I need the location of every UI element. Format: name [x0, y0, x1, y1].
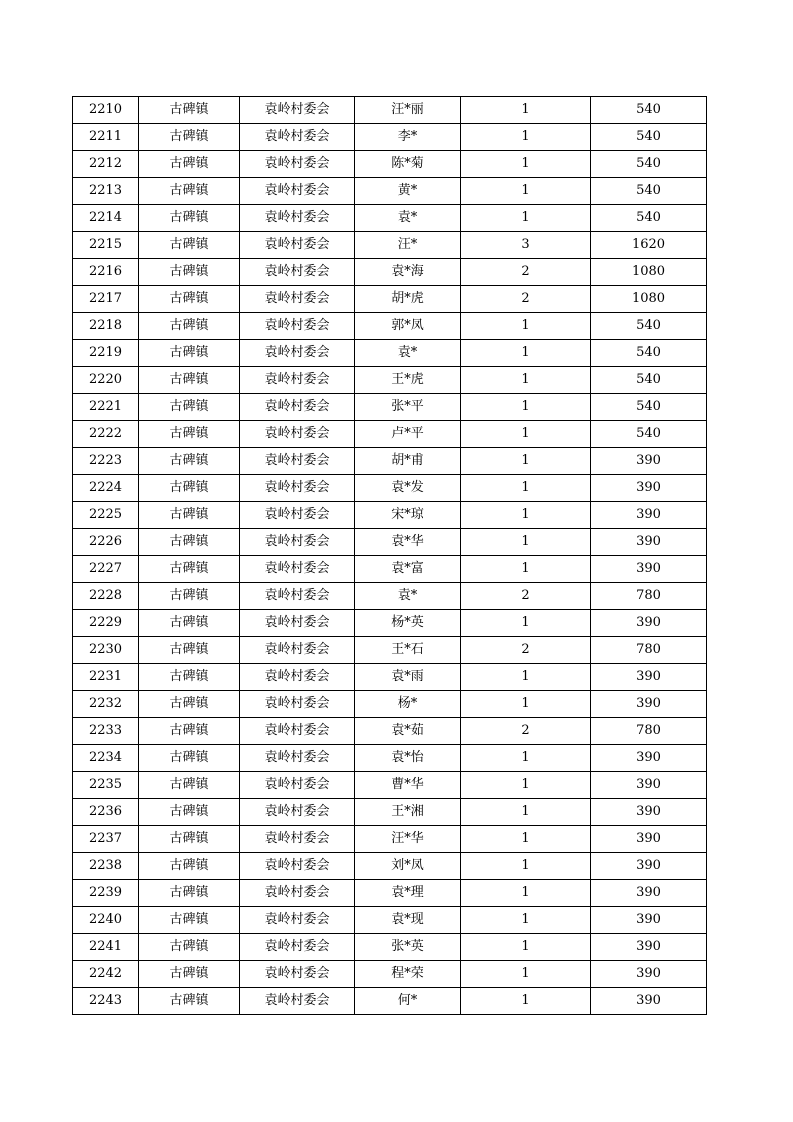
- household-count-cell: 1: [461, 610, 591, 637]
- amount-cell: 1620: [591, 232, 707, 259]
- town-cell: 古碑镇: [139, 178, 240, 205]
- amount-cell: 540: [591, 178, 707, 205]
- name-cell: 袁*理: [355, 880, 461, 907]
- town-cell: 古碑镇: [139, 97, 240, 124]
- town-cell: 古碑镇: [139, 124, 240, 151]
- amount-cell: 780: [591, 718, 707, 745]
- amount-cell: 1080: [591, 259, 707, 286]
- household-count-cell: 1: [461, 826, 591, 853]
- village-committee-cell: 袁岭村委会: [240, 880, 355, 907]
- name-cell: 袁*雨: [355, 664, 461, 691]
- serial-number-cell: 2240: [73, 907, 139, 934]
- table-row: [73, 880, 707, 907]
- town-cell: 古碑镇: [139, 475, 240, 502]
- amount-cell: 390: [591, 988, 707, 1015]
- town-cell: 古碑镇: [139, 529, 240, 556]
- table-row: [73, 448, 707, 475]
- household-count-cell: 1: [461, 421, 591, 448]
- serial-number-cell: 2234: [73, 745, 139, 772]
- name-cell: 王*石: [355, 637, 461, 664]
- table-row: [73, 637, 707, 664]
- amount-cell: 390: [591, 529, 707, 556]
- village-committee-cell: 袁岭村委会: [240, 556, 355, 583]
- town-cell: 古碑镇: [139, 394, 240, 421]
- village-committee-cell: 袁岭村委会: [240, 961, 355, 988]
- name-cell: 袁*华: [355, 529, 461, 556]
- serial-number-cell: 2242: [73, 961, 139, 988]
- serial-number-cell: 2232: [73, 691, 139, 718]
- table-row: [73, 367, 707, 394]
- name-cell: 胡*虎: [355, 286, 461, 313]
- town-cell: 古碑镇: [139, 340, 240, 367]
- village-committee-cell: 袁岭村委会: [240, 124, 355, 151]
- serial-number-cell: 2237: [73, 826, 139, 853]
- table-row: [73, 259, 707, 286]
- town-cell: 古碑镇: [139, 556, 240, 583]
- household-count-cell: 1: [461, 799, 591, 826]
- town-cell: 古碑镇: [139, 367, 240, 394]
- amount-cell: 390: [591, 691, 707, 718]
- table-row: [73, 583, 707, 610]
- table-row: [73, 907, 707, 934]
- town-cell: 古碑镇: [139, 934, 240, 961]
- amount-cell: 390: [591, 745, 707, 772]
- household-count-cell: 3: [461, 232, 591, 259]
- amount-cell: 540: [591, 97, 707, 124]
- name-cell: 曹*华: [355, 772, 461, 799]
- name-cell: 王*虎: [355, 367, 461, 394]
- table-row: [73, 151, 707, 178]
- amount-cell: 390: [591, 556, 707, 583]
- village-committee-cell: 袁岭村委会: [240, 610, 355, 637]
- serial-number-cell: 2239: [73, 880, 139, 907]
- amount-cell: 390: [591, 502, 707, 529]
- village-committee-cell: 袁岭村委会: [240, 340, 355, 367]
- town-cell: 古碑镇: [139, 610, 240, 637]
- village-committee-cell: 袁岭村委会: [240, 475, 355, 502]
- serial-number-cell: 2225: [73, 502, 139, 529]
- serial-number-cell: 2211: [73, 124, 139, 151]
- amount-cell: 390: [591, 664, 707, 691]
- amount-cell: 390: [591, 772, 707, 799]
- table-row: [73, 610, 707, 637]
- serial-number-cell: 2235: [73, 772, 139, 799]
- town-cell: 古碑镇: [139, 259, 240, 286]
- table-row: [73, 502, 707, 529]
- household-count-cell: 1: [461, 988, 591, 1015]
- serial-number-cell: 2233: [73, 718, 139, 745]
- household-count-cell: 1: [461, 745, 591, 772]
- village-committee-cell: 袁岭村委会: [240, 151, 355, 178]
- table-row: [73, 313, 707, 340]
- table-row: [73, 664, 707, 691]
- table-row: [73, 961, 707, 988]
- household-count-cell: 2: [461, 286, 591, 313]
- village-committee-cell: 袁岭村委会: [240, 502, 355, 529]
- household-count-cell: 1: [461, 448, 591, 475]
- table-row: [73, 853, 707, 880]
- amount-cell: 390: [591, 907, 707, 934]
- table-body: [73, 97, 707, 1015]
- village-committee-cell: 袁岭村委会: [240, 421, 355, 448]
- name-cell: 陈*菊: [355, 151, 461, 178]
- serial-number-cell: 2221: [73, 394, 139, 421]
- village-committee-cell: 袁岭村委会: [240, 178, 355, 205]
- name-cell: 王*湘: [355, 799, 461, 826]
- serial-number-cell: 2224: [73, 475, 139, 502]
- table-row: [73, 124, 707, 151]
- name-cell: 袁*海: [355, 259, 461, 286]
- serial-number-cell: 2217: [73, 286, 139, 313]
- serial-number-cell: 2243: [73, 988, 139, 1015]
- household-count-cell: 1: [461, 151, 591, 178]
- name-cell: 袁*富: [355, 556, 461, 583]
- village-committee-cell: 袁岭村委会: [240, 718, 355, 745]
- serial-number-cell: 2212: [73, 151, 139, 178]
- name-cell: 汪*丽: [355, 97, 461, 124]
- name-cell: 袁*茹: [355, 718, 461, 745]
- household-count-cell: 1: [461, 880, 591, 907]
- household-count-cell: 1: [461, 556, 591, 583]
- serial-number-cell: 2230: [73, 637, 139, 664]
- amount-cell: 540: [591, 151, 707, 178]
- village-committee-cell: 袁岭村委会: [240, 745, 355, 772]
- amount-cell: 390: [591, 799, 707, 826]
- town-cell: 古碑镇: [139, 880, 240, 907]
- table-row: [73, 988, 707, 1015]
- village-committee-cell: 袁岭村委会: [240, 286, 355, 313]
- table-row: [73, 691, 707, 718]
- town-cell: 古碑镇: [139, 232, 240, 259]
- town-cell: 古碑镇: [139, 313, 240, 340]
- table-row: [73, 745, 707, 772]
- town-cell: 古碑镇: [139, 853, 240, 880]
- table-row: [73, 718, 707, 745]
- name-cell: 袁*: [355, 205, 461, 232]
- household-count-cell: 1: [461, 664, 591, 691]
- name-cell: 何*: [355, 988, 461, 1015]
- serial-number-cell: 2229: [73, 610, 139, 637]
- amount-cell: 390: [591, 475, 707, 502]
- household-count-cell: 2: [461, 718, 591, 745]
- name-cell: 袁*发: [355, 475, 461, 502]
- serial-number-cell: 2226: [73, 529, 139, 556]
- table-row: [73, 286, 707, 313]
- household-count-cell: 1: [461, 691, 591, 718]
- household-count-cell: 1: [461, 772, 591, 799]
- town-cell: 古碑镇: [139, 718, 240, 745]
- household-count-cell: 1: [461, 502, 591, 529]
- serial-number-cell: 2220: [73, 367, 139, 394]
- village-committee-cell: 袁岭村委会: [240, 313, 355, 340]
- serial-number-cell: 2222: [73, 421, 139, 448]
- household-count-cell: 2: [461, 583, 591, 610]
- name-cell: 黄*: [355, 178, 461, 205]
- amount-cell: 390: [591, 961, 707, 988]
- table-row: [73, 475, 707, 502]
- village-committee-cell: 袁岭村委会: [240, 988, 355, 1015]
- household-count-cell: 1: [461, 367, 591, 394]
- name-cell: 张*英: [355, 934, 461, 961]
- town-cell: 古碑镇: [139, 961, 240, 988]
- town-cell: 古碑镇: [139, 988, 240, 1015]
- serial-number-cell: 2231: [73, 664, 139, 691]
- name-cell: 汪*华: [355, 826, 461, 853]
- amount-cell: 540: [591, 124, 707, 151]
- village-committee-cell: 袁岭村委会: [240, 853, 355, 880]
- name-cell: 袁*怡: [355, 745, 461, 772]
- amount-cell: 540: [591, 340, 707, 367]
- amount-cell: 540: [591, 313, 707, 340]
- table-row: [73, 97, 707, 124]
- village-committee-cell: 袁岭村委会: [240, 97, 355, 124]
- name-cell: 袁*现: [355, 907, 461, 934]
- town-cell: 古碑镇: [139, 421, 240, 448]
- household-count-cell: 1: [461, 907, 591, 934]
- village-committee-cell: 袁岭村委会: [240, 907, 355, 934]
- table-row: [73, 556, 707, 583]
- village-committee-cell: 袁岭村委会: [240, 394, 355, 421]
- table-row: [73, 421, 707, 448]
- amount-cell: 390: [591, 853, 707, 880]
- household-count-cell: 1: [461, 124, 591, 151]
- town-cell: 古碑镇: [139, 799, 240, 826]
- town-cell: 古碑镇: [139, 502, 240, 529]
- village-committee-cell: 袁岭村委会: [240, 934, 355, 961]
- amount-cell: 390: [591, 826, 707, 853]
- village-committee-cell: 袁岭村委会: [240, 799, 355, 826]
- village-committee-cell: 袁岭村委会: [240, 772, 355, 799]
- town-cell: 古碑镇: [139, 583, 240, 610]
- household-count-cell: 1: [461, 529, 591, 556]
- serial-number-cell: 2241: [73, 934, 139, 961]
- table-row: [73, 934, 707, 961]
- household-count-cell: 2: [461, 259, 591, 286]
- table-row: [73, 340, 707, 367]
- village-committee-cell: 袁岭村委会: [240, 205, 355, 232]
- town-cell: 古碑镇: [139, 772, 240, 799]
- household-count-cell: 1: [461, 475, 591, 502]
- village-committee-cell: 袁岭村委会: [240, 232, 355, 259]
- household-count-cell: 1: [461, 313, 591, 340]
- village-committee-cell: 袁岭村委会: [240, 259, 355, 286]
- town-cell: 古碑镇: [139, 205, 240, 232]
- town-cell: 古碑镇: [139, 448, 240, 475]
- data-table: [72, 96, 707, 1015]
- household-count-cell: 1: [461, 97, 591, 124]
- village-committee-cell: 袁岭村委会: [240, 664, 355, 691]
- serial-number-cell: 2223: [73, 448, 139, 475]
- town-cell: 古碑镇: [139, 826, 240, 853]
- town-cell: 古碑镇: [139, 691, 240, 718]
- name-cell: 汪*: [355, 232, 461, 259]
- table-row: [73, 799, 707, 826]
- household-count-cell: 1: [461, 178, 591, 205]
- table-row: [73, 826, 707, 853]
- table-row: [73, 205, 707, 232]
- serial-number-cell: 2214: [73, 205, 139, 232]
- household-count-cell: 1: [461, 340, 591, 367]
- name-cell: 刘*凤: [355, 853, 461, 880]
- table-row: [73, 394, 707, 421]
- town-cell: 古碑镇: [139, 637, 240, 664]
- amount-cell: 780: [591, 637, 707, 664]
- amount-cell: 390: [591, 880, 707, 907]
- serial-number-cell: 2238: [73, 853, 139, 880]
- table-row: [73, 529, 707, 556]
- village-committee-cell: 袁岭村委会: [240, 448, 355, 475]
- name-cell: 郭*凤: [355, 313, 461, 340]
- name-cell: 程*荣: [355, 961, 461, 988]
- name-cell: 宋*琼: [355, 502, 461, 529]
- village-committee-cell: 袁岭村委会: [240, 529, 355, 556]
- name-cell: 卢*平: [355, 421, 461, 448]
- amount-cell: 540: [591, 367, 707, 394]
- name-cell: 胡*甫: [355, 448, 461, 475]
- amount-cell: 540: [591, 394, 707, 421]
- amount-cell: 540: [591, 205, 707, 232]
- village-committee-cell: 袁岭村委会: [240, 637, 355, 664]
- amount-cell: 780: [591, 583, 707, 610]
- name-cell: 杨*: [355, 691, 461, 718]
- table-row: [73, 232, 707, 259]
- amount-cell: 390: [591, 610, 707, 637]
- village-committee-cell: 袁岭村委会: [240, 691, 355, 718]
- amount-cell: 1080: [591, 286, 707, 313]
- town-cell: 古碑镇: [139, 745, 240, 772]
- town-cell: 古碑镇: [139, 907, 240, 934]
- name-cell: 袁*: [355, 340, 461, 367]
- town-cell: 古碑镇: [139, 151, 240, 178]
- serial-number-cell: 2236: [73, 799, 139, 826]
- amount-cell: 390: [591, 934, 707, 961]
- serial-number-cell: 2227: [73, 556, 139, 583]
- household-count-cell: 1: [461, 934, 591, 961]
- table-row: [73, 178, 707, 205]
- serial-number-cell: 2218: [73, 313, 139, 340]
- household-count-cell: 1: [461, 853, 591, 880]
- amount-cell: 540: [591, 421, 707, 448]
- name-cell: 杨*英: [355, 610, 461, 637]
- town-cell: 古碑镇: [139, 664, 240, 691]
- serial-number-cell: 2210: [73, 97, 139, 124]
- name-cell: 袁*: [355, 583, 461, 610]
- town-cell: 古碑镇: [139, 286, 240, 313]
- household-count-cell: 1: [461, 961, 591, 988]
- serial-number-cell: 2216: [73, 259, 139, 286]
- serial-number-cell: 2215: [73, 232, 139, 259]
- village-committee-cell: 袁岭村委会: [240, 583, 355, 610]
- serial-number-cell: 2213: [73, 178, 139, 205]
- village-committee-cell: 袁岭村委会: [240, 826, 355, 853]
- village-committee-cell: 袁岭村委会: [240, 367, 355, 394]
- household-count-cell: 2: [461, 637, 591, 664]
- household-count-cell: 1: [461, 205, 591, 232]
- serial-number-cell: 2228: [73, 583, 139, 610]
- name-cell: 李*: [355, 124, 461, 151]
- amount-cell: 390: [591, 448, 707, 475]
- table-row: [73, 772, 707, 799]
- household-count-cell: 1: [461, 394, 591, 421]
- serial-number-cell: 2219: [73, 340, 139, 367]
- name-cell: 张*平: [355, 394, 461, 421]
